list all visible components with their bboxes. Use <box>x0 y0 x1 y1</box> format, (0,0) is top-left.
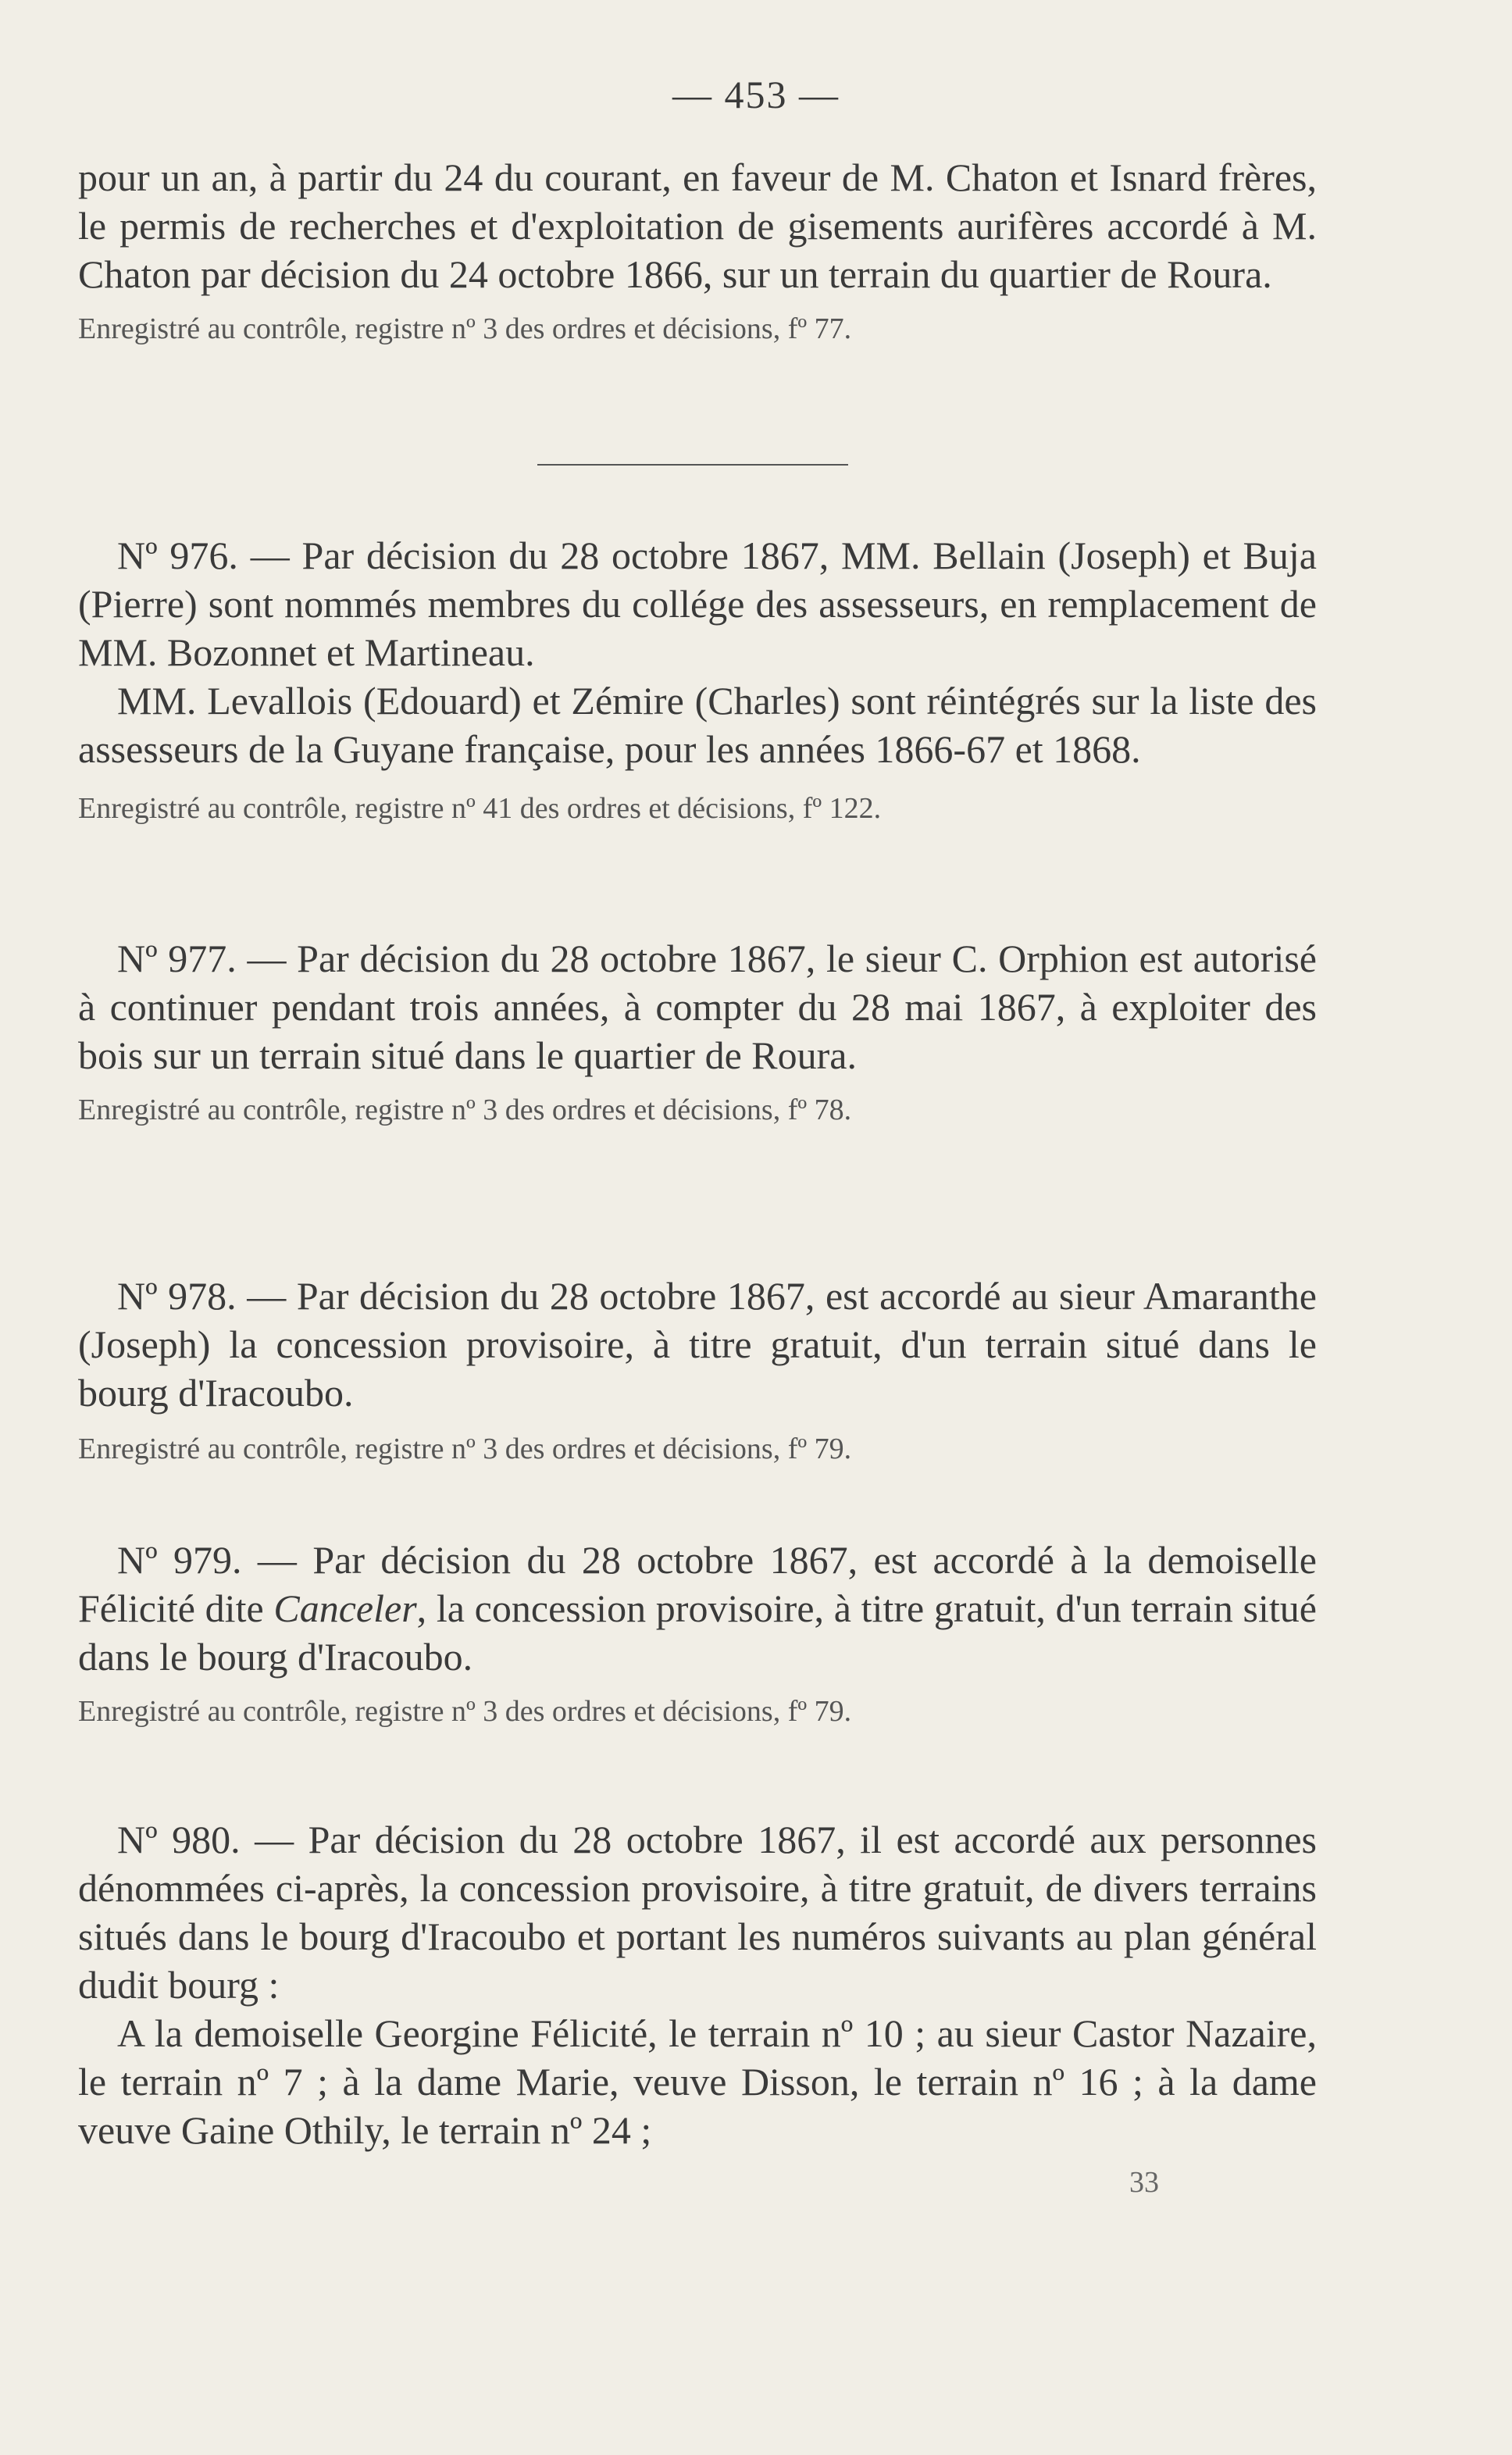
register-note: Enregistré au contrôle, registre nº 3 des ordres et décisions, fº 78. <box>78 1094 852 1126</box>
section-979 <box>78 1536 1317 1731</box>
italic-name: Canceler <box>273 1586 417 1630</box>
register-note: Enregistré au contrôle, registre nº 3 des ordres et décisions, fº 79. <box>78 1695 852 1728</box>
section-976 <box>78 531 1317 828</box>
section-978 <box>78 1272 1317 1468</box>
paragraph-text: Nº 979. — Par décision du 28 octobre 1867, est accordé à la demoiselle Félicité dite <box>78 1538 1317 1630</box>
paragraph-text: , la concession provisoire, à titre gratuit, d'un terrain situé dans le bourg d'Iracoubo. <box>78 1586 1317 1679</box>
register-note: Enregistré au contrôle, registre nº 41 des ordres et décisions, fº 122. <box>78 792 882 825</box>
paragraph: MM. Levallois (Edouard) et Zémire (Charles) sont réintégrés sur la liste des assesseurs de la Guyane française, pour les années 1866-67 et 1868. <box>78 679 1317 771</box>
paragraph: Nº 980. — Par décision du 28 octobre 1867, il est accordé aux personnes dénommées ci-après, la concession provisoire, à titre gratuit, de divers terrains situés dans le bourg d'Iracoubo et portant les numéros suivants au plan général dudit bourg : <box>78 1818 1317 2007</box>
paragraph: Nº 976. — Par décision du 28 octobre 1867, MM. Bellain (Joseph) et Buja (Pierre) sont nommés membres du collége des assesseurs, en remplacement de MM. Bozonnet et Martineau. <box>78 533 1317 674</box>
section-continuation <box>78 153 1317 348</box>
paragraph: pour un an, à partir du 24 du courant, en faveur de M. Chaton et Isnard frères, le permis de recherches et d'exploitation de gisements aurifères accordé à M. Chaton par décision du 24 octobre 1866, sur un terrain du quartier de Roura. <box>78 155 1317 296</box>
section-divider <box>537 464 848 466</box>
section-980 <box>78 1815 1317 2154</box>
paragraph: Nº 977. — Par décision du 28 octobre 1867, le sieur C. Orphion est autorisé à continuer pendant trois années, à compter du 28 mai 1867, à exploiter des bois sur un terrain situé dans le quartier de Roura. <box>78 937 1317 1077</box>
section-977 <box>78 934 1317 1129</box>
page-number: — 453 — <box>672 73 840 116</box>
register-note: Enregistré au contrôle, registre nº 3 des ordres et décisions, fº 79. <box>78 1433 852 1465</box>
register-note: Enregistré au contrôle, registre nº 3 des ordres et décisions, fº 77. <box>78 312 852 345</box>
paragraph: A la demoiselle Georgine Félicité, le terrain nº 10 ; au sieur Castor Nazaire, le terrain nº 7 ; à la dame Marie, veuve Disson, le terrain nº 16 ; à la dame veuve Gaine Othily, le terrain nº 24 ; <box>78 2011 1317 2152</box>
paragraph: Nº 978. — Par décision du 28 octobre 1867, est accordé au sieur Amaranthe (Joseph) la concession provisoire, à titre gratuit, d'un terrain situé dans le bourg d'Iracoubo. <box>78 1274 1317 1415</box>
signature-mark: 33 <box>1129 2166 1159 2199</box>
paragraph <box>78 1536 1317 1681</box>
